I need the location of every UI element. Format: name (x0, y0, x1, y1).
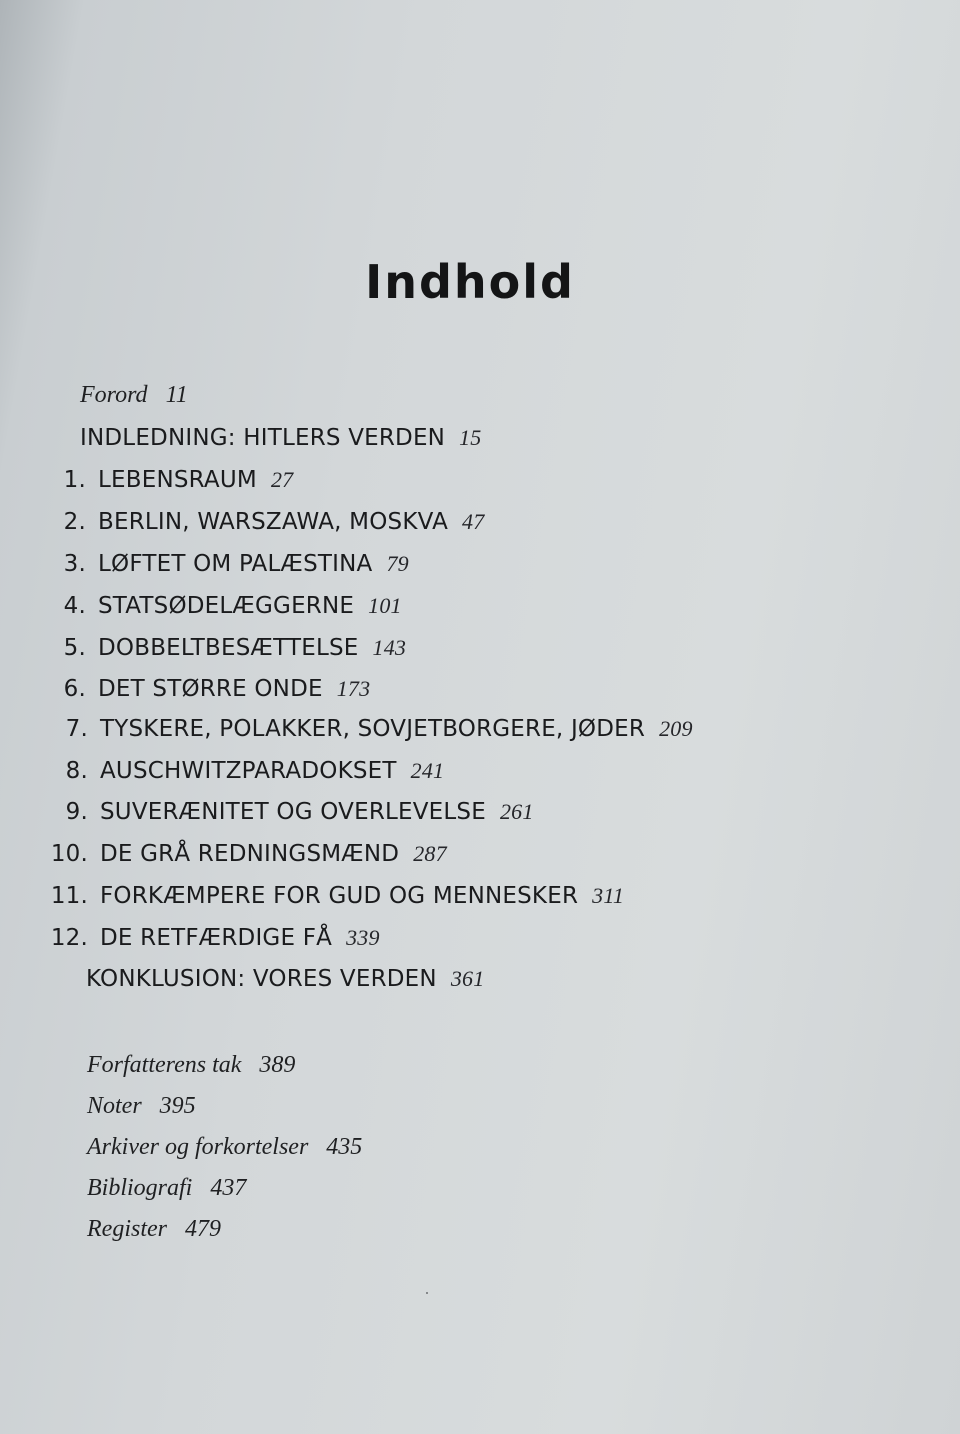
toc-label: Forord (80, 382, 148, 408)
toc-entry-backmatter (87, 1093, 196, 1120)
toc-entry-backmatter (87, 1216, 221, 1243)
toc-page: 11 (165, 382, 188, 408)
toc-chapter (46, 635, 406, 661)
chapter-title: DE RETFÆRDIGE FÅ (100, 925, 333, 951)
toc-chapter (48, 841, 447, 867)
toc-page: 209 (659, 716, 693, 741)
toc-entry-foreword (80, 382, 188, 409)
toc-page: 361 (450, 966, 485, 991)
toc-page: 437 (210, 1175, 247, 1201)
chapter-title: AUSCHWITZPARADOKSET (100, 758, 397, 784)
toc-chapter (46, 509, 484, 535)
toc-page: 479 (184, 1216, 221, 1242)
toc-chapter (46, 593, 402, 619)
chapter-title: TYSKERE, POLAKKER, SOVJETBORGERE, JØDER (100, 716, 646, 742)
toc-page: 389 (259, 1052, 296, 1078)
chapter-number: 1. (63, 467, 86, 493)
chapter-title: FORKÆMPERE FOR GUD OG MENNESKER (100, 883, 579, 909)
chapter-title: SUVERÆNITET OG OVERLEVELSE (100, 799, 486, 825)
toc-page: 241 (410, 758, 445, 783)
toc-chapter (48, 883, 624, 909)
toc-chapter (46, 551, 409, 577)
chapter-title: DOBBELTBESÆTTELSE (98, 635, 359, 661)
chapter-title: LØFTET OM PALÆSTINA (98, 551, 373, 577)
chapter-number: 8. (65, 758, 88, 784)
toc-page: 27 (270, 467, 294, 492)
chapter-number: 5. (63, 635, 86, 661)
toc-label: Bibliografi (87, 1175, 193, 1201)
chapter-title: DE GRÅ REDNINGSMÆND (100, 841, 400, 867)
toc-entry-backmatter (87, 1052, 295, 1079)
toc-page: 435 (326, 1134, 363, 1160)
toc-chapter (48, 758, 444, 784)
toc-label: Noter (87, 1093, 142, 1119)
toc-label: INDLEDNING: HITLERS VERDEN (80, 425, 446, 451)
toc-label: Forfatterens tak (87, 1052, 242, 1078)
toc-page: 173 (336, 676, 371, 701)
toc-chapter (48, 716, 693, 742)
toc-page: 101 (368, 593, 402, 618)
toc-chapter (48, 799, 534, 825)
toc-chapter (48, 925, 380, 951)
toc-label: Register (87, 1216, 167, 1242)
toc-page: 47 (462, 509, 485, 534)
toc-page: 15 (459, 425, 482, 450)
chapter-number: 6. (63, 676, 86, 702)
chapter-title: DET STØRRE ONDE (98, 676, 323, 702)
chapter-number: 9. (65, 799, 88, 825)
toc-page: 339 (346, 925, 380, 950)
toc-entry-conclusion (86, 966, 484, 992)
chapter-number: 12. (50, 925, 88, 951)
toc-page: 287 (413, 841, 447, 866)
toc-entry-introduction (80, 425, 482, 451)
toc-label: KONKLUSION: VORES VERDEN (86, 966, 437, 992)
chapter-number: 3. (63, 551, 86, 577)
toc-page: 311 (592, 883, 625, 908)
toc-label: Arkiver og forkortelser (87, 1134, 309, 1160)
toc-page: 79 (386, 551, 409, 576)
toc-chapter (46, 467, 293, 493)
paper-speck (426, 1292, 428, 1294)
toc-entry-backmatter (87, 1175, 246, 1202)
chapter-title: LEBENSRAUM (98, 467, 257, 493)
chapter-number: 11. (50, 883, 88, 909)
toc-page: 261 (499, 799, 534, 824)
chapter-number: 4. (63, 593, 86, 619)
chapter-number: 10. (50, 841, 88, 867)
toc-page: 395 (159, 1093, 196, 1119)
chapter-number: 7. (65, 716, 88, 742)
chapter-title: BERLIN, WARSZAWA, MOSKVA (98, 509, 449, 535)
toc-entry-backmatter (87, 1134, 362, 1161)
toc-chapter (46, 676, 370, 702)
toc-page: 143 (372, 635, 407, 660)
chapter-title: STATSØDELÆGGERNE (98, 593, 355, 619)
chapter-number: 2. (63, 509, 86, 535)
page-title: Indhold (365, 255, 575, 309)
